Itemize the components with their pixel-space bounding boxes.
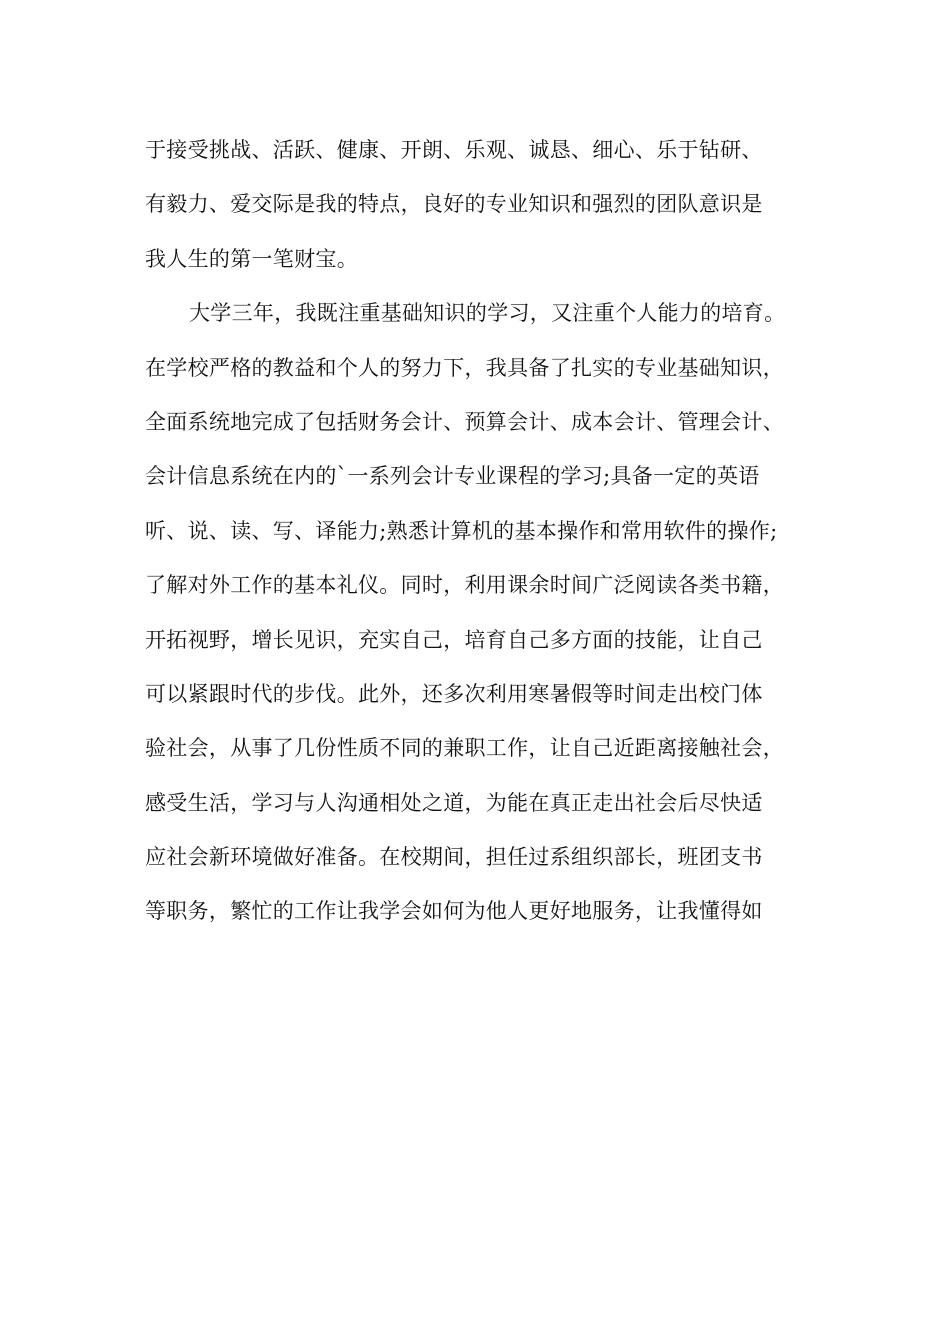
paragraph-first-line: 大学三年，我既注重基础知识的学习，又注重个人能力的培育。 (189, 301, 786, 326)
text-line: 于接受挑战、活跃、健康、开朗、乐观、诚恳、细心、乐于钻研、 (145, 138, 763, 162)
text-line: 感受生活，学习与人沟通相处之道，为能在真正走出社会后尽快适 (145, 790, 763, 815)
text-line: 会计信息系统在内的`一系列会计专业课程的学习;具备一定的英语 (145, 464, 760, 489)
text-line: 了解对外工作的基本礼仪。同时，利用课余时间广泛阅读各类书籍， (145, 573, 784, 598)
text-line: 应社会新环境做好准备。在校期间，担任过系组织部长，班团支书 (145, 845, 763, 870)
text-line: 有毅力、爱交际是我的特点，良好的专业知识和强烈的团队意识是 (145, 192, 763, 217)
text-line: 全面系统地完成了包括财务会计、预算会计、成本会计、管理会计、 (145, 409, 784, 434)
text-line: 可以紧跟时代的步伐。此外，还多次利用寒暑假等时间走出校门体 (145, 681, 763, 706)
text-line: 验社会，从事了几份性质不同的兼职工作，让自己近距离接触社会， (145, 736, 784, 761)
text-line: 听、说、读、写、译能力;熟悉计算机的基本操作和常用软件的操作; (145, 518, 778, 543)
text-line: 等职务，繁忙的工作让我学会如何为他人更好地服务，让我懂得如 (145, 899, 763, 924)
text-line: 我人生的第一笔财宝。 (145, 246, 358, 271)
text-line: 开拓视野，增长见识，充实自己，培育自己多方面的技能，让自己 (145, 627, 763, 652)
text-line: 在学校严格的教益和个人的努力下，我具备了扎实的专业基础知识， (145, 355, 784, 380)
body-text (145, 128, 825, 944)
